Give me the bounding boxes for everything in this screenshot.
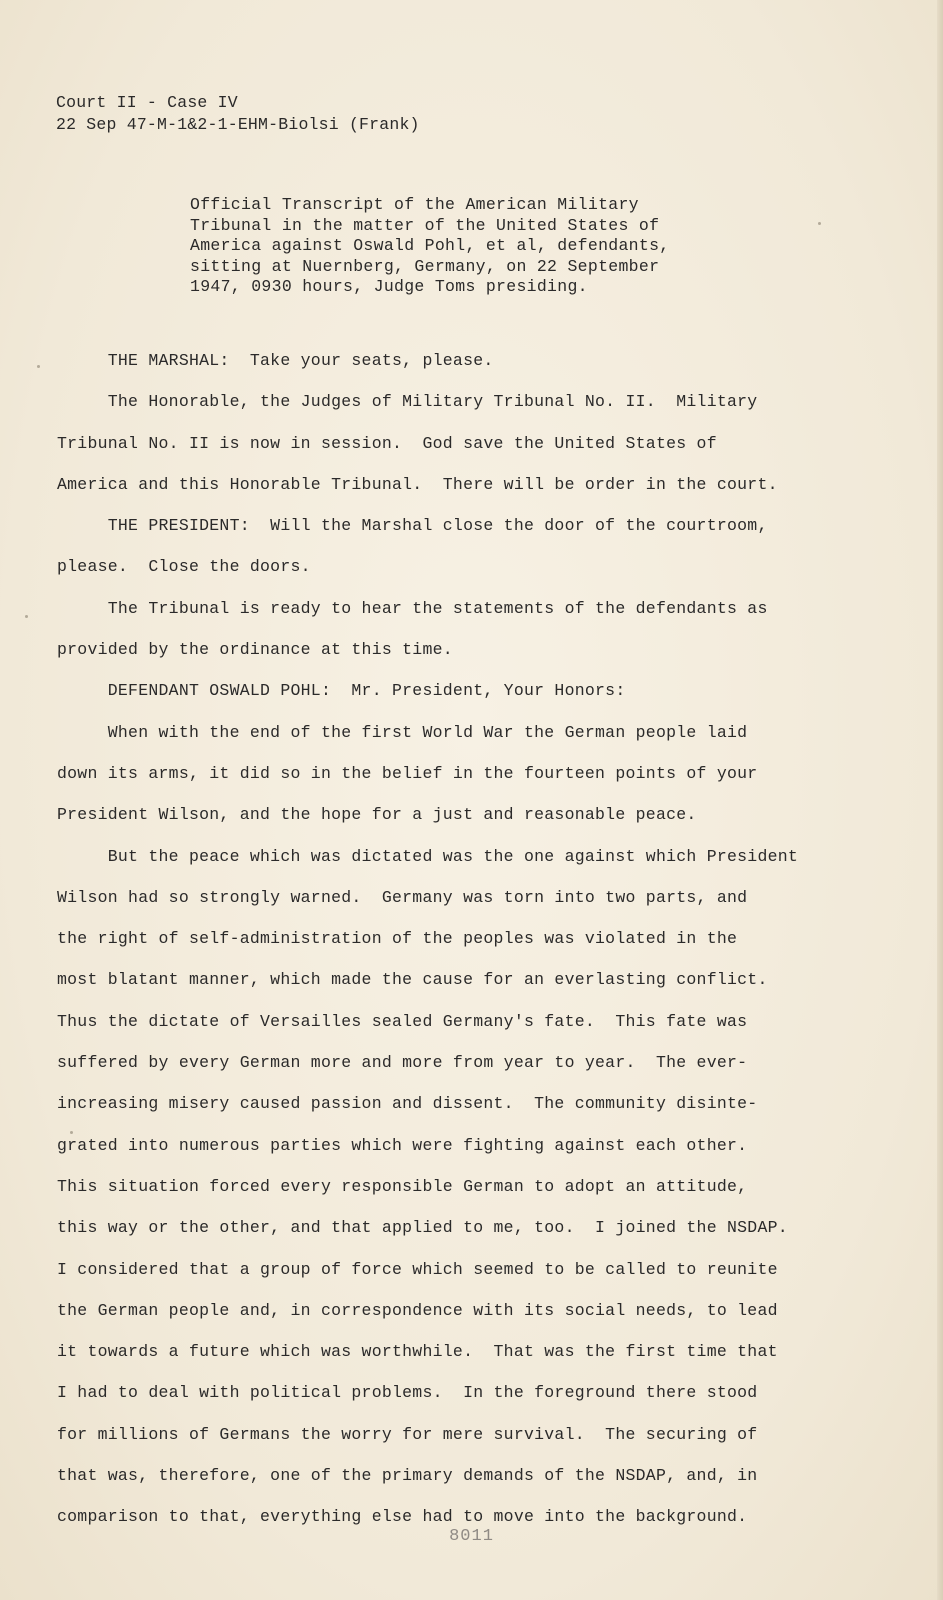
transcript-line: THE PRESIDENT: Will the Marshal close the door of the courtroom, [57,516,768,536]
transcript-line: Tribunal No. II is now in session. God save the United States of [57,433,717,453]
preamble-line: 1947, 0930 hours, Judge Toms presiding. [190,277,588,296]
transcript-line: suffered by every German more and more from year to year. The ever- [57,1053,748,1073]
transcript-line: this way or the other, and that applied to me, too. I joined the NSDAP. [57,1218,788,1238]
transcript-line: America and this Honorable Tribunal. There will be order in the court. [57,474,778,494]
paper-speck [70,1131,73,1134]
paper-edge [937,0,943,1600]
transcript-line: the right of self-administration of the peoples was violated in the [57,929,738,949]
transcript-preamble [190,195,669,298]
transcript-line: increasing misery caused passion and dissent. The community disinte- [57,1094,758,1114]
case-header [56,92,420,136]
transcript-line: please. Close the doors. [57,557,311,577]
transcript-line: This situation forced every responsible German to adopt an attitude, [57,1176,748,1196]
transcript-line: Wilson had so strongly warned. Germany was torn into two parts, and [57,887,748,907]
transcript-line: most blatant manner, which made the cause for an everlasting conflict. [57,970,768,990]
paper-speck [25,615,28,618]
transcript-line: grated into numerous parties which were fighting against each other. [57,1135,748,1155]
transcript-line: I considered that a group of force which seemed to be called to reunite [57,1259,778,1279]
transcript-body [57,340,897,1538]
transcript-line: Thus the dictate of Versailles sealed Germany's fate. This fate was [57,1011,748,1031]
preamble-line: America against Oswald Pohl, et al, defendants, [190,236,670,255]
transcript-line: THE MARSHAL: Take your seats, please. [57,351,494,370]
transcript-line: for millions of Germans the worry for mere survival. The securing of [57,1424,758,1444]
header-court-line: Court II - Case IV [56,93,238,112]
transcript-line: I had to deal with political problems. In the foreground there stood [57,1383,758,1403]
paper-speck [37,365,40,368]
transcript-line: comparison to that, everything else had to move into the background. [57,1507,748,1527]
transcript-line: When with the end of the first World War the German people laid [57,722,748,742]
transcript-line: that was, therefore, one of the primary demands of the NSDAP, and, in [57,1466,758,1486]
transcript-line: down its arms, it did so in the belief in the fourteen points of your [57,763,758,783]
transcript-line: But the peace which was dictated was the one against which President [57,846,799,866]
header-session-line: 22 Sep 47-M-1&2-1-EHM-Biolsi (Frank) [56,115,420,134]
transcript-line: DEFENDANT OSWALD POHL: Mr. President, Your Honors: [57,681,626,701]
transcript-line: The Honorable, the Judges of Military Tribunal No. II. Military [57,392,758,412]
transcript-line: it towards a future which was worthwhile. That was the first time that [57,1342,778,1362]
paper-speck [818,222,821,225]
transcript-line: President Wilson, and the hope for a just and reasonable peace. [57,805,697,825]
preamble-line: Tribunal in the matter of the United States of [190,215,660,235]
transcript-line: the German people and, in correspondence with its social needs, to lead [57,1300,778,1320]
transcript-line: The Tribunal is ready to hear the statements of the defendants as [57,598,768,618]
preamble-line: sitting at Nuernberg, Germany, on 22 September [190,256,660,276]
preamble-line: Official Transcript of the American Military [190,195,639,214]
page-number: 8011 [449,1527,494,1546]
transcript-line: provided by the ordinance at this time. [57,640,453,660]
